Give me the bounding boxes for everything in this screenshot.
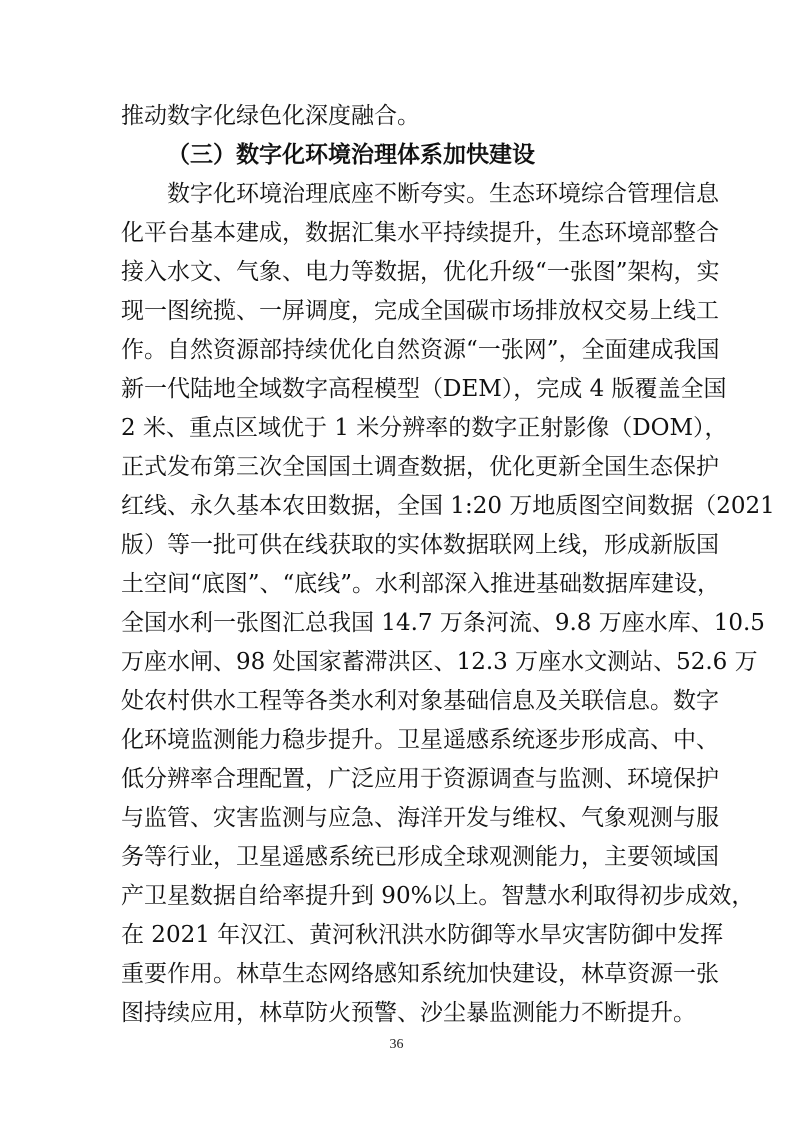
paragraph-line: 红线、永久基本农田数据，全国 1:20 万地质图空间数据（2021 — [121, 493, 775, 519]
paragraph-line: 新一代陆地全域数字高程模型（DEM），完成 4 版覆盖全国 — [121, 376, 727, 402]
paragraph-line: 全国水利一张图汇总我国 14.7 万条河流、9.8 万座水库、10.5 — [121, 610, 765, 636]
paragraph-line: 在 2021 年汉江、黄河秋汛洪水防御等水旱灾害防御中发挥 — [121, 922, 724, 948]
paragraph-line: 现一图统揽、一屏调度，完成全国碳市场排放权交易上线工 — [121, 298, 719, 324]
paragraph-end-line: 推动数字化绿色化深度融合。 — [121, 103, 420, 129]
paragraph-line: 版）等一批可供在线获取的实体数据联网上线，形成新版国 — [121, 532, 719, 558]
paragraph-line: 化平台基本建成，数据汇集水平持续提升，生态环境部整合 — [121, 220, 719, 246]
paragraph-line: 产卫星数据自给率提升到 90%以上。智慧水利取得初步成效， — [121, 883, 755, 909]
paragraph-line: 处农村供水工程等各类水利对象基础信息及关联信息。数字 — [121, 688, 719, 714]
paragraph-line: 正式发布第三次全国国土调查数据，优化更新全国生态保护 — [121, 454, 719, 480]
paragraph-line: 低分辨率合理配置，广泛应用于资源调查与监测、环境保护 — [121, 766, 719, 792]
paragraph-line: 土空间“底图”、“底线”。水利部深入推进基础数据库建设， — [121, 571, 721, 597]
paragraph-line: 接入水文、气象、电力等数据，优化升级“一张图”架构，实 — [121, 259, 720, 285]
paragraph-line: 与监管、灾害监测与应急、海洋开发与维权、气象观测与服 — [121, 805, 719, 831]
paragraph-line: 作。自然资源部持续优化自然资源“一张网”，全面建成我国 — [121, 337, 720, 363]
section-heading: （三）数字化环境治理体系加快建设 — [167, 141, 535, 168]
paragraph-line: 万座水闸、98 处国家蓄滞洪区、12.3 万座水文测站、52.6 万 — [121, 649, 758, 675]
paragraph-line: 重要作用。林草生态网络感知系统加快建设，林草资源一张 — [121, 961, 719, 987]
page-number: 36 — [389, 1037, 404, 1052]
paragraph-line: 2 米、重点区域优于 1 米分辨率的数字正射影像（DOM）， — [121, 415, 728, 441]
paragraph-line: 化环境监测能力稳步提升。卫星遥感系统逐步形成高、中、 — [121, 727, 719, 753]
paragraph-line: 数字化环境治理底座不断夸实。生态环境综合管理信息 — [167, 181, 719, 207]
paragraph-last-line: 图持续应用，林草防火预警、沙尘暴监测能力不断提升。 — [121, 1000, 696, 1026]
paragraph-line: 务等行业，卫星遥感系统已形成全球观测能力，主要领域国 — [121, 844, 719, 870]
